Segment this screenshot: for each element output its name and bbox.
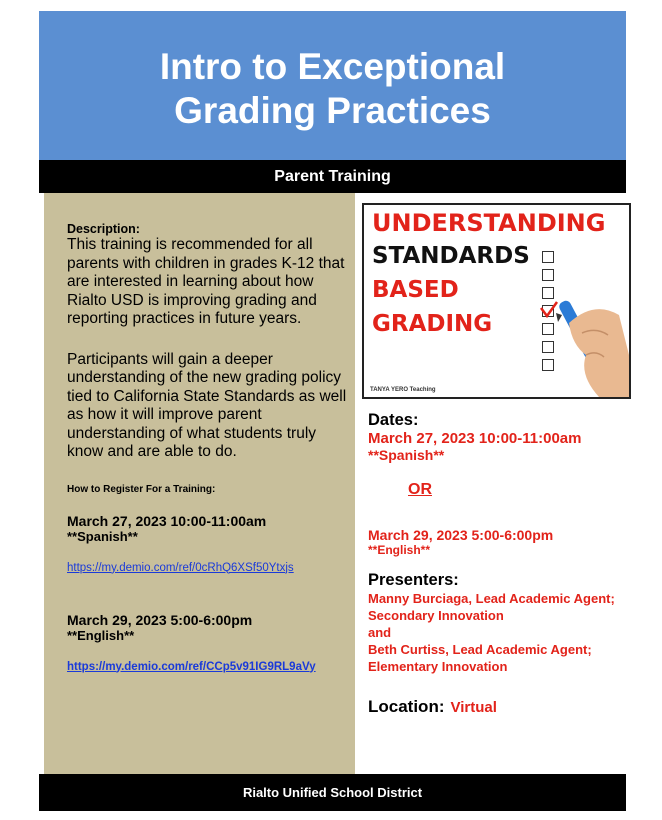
description-paragraph-1: This training is recommended for all parents with children in grades K-12 that are interested in learning about how Rialto USD is improving grading and reporting practices in future years. xyxy=(67,236,345,327)
session-2-date: March 29, 2023 5:00-6:00pm xyxy=(67,611,253,628)
presenters-and: and xyxy=(368,625,392,640)
session-1-language: **Spanish** xyxy=(67,528,138,544)
hand-with-pen-icon xyxy=(364,205,629,397)
event-info xyxy=(368,411,652,717)
or-separator: OR xyxy=(408,481,432,498)
presenter-1: Manny Burciaga, Lead Academic Agent; Secondary Innovation xyxy=(368,591,615,623)
date-1-language: **Spanish** xyxy=(368,447,445,463)
session-1-register-link[interactable]: https://my.demio.com/ref/0cRhQ6XSf50Ytxjs xyxy=(67,561,294,574)
graphic-credit: TANYA YERO Teaching xyxy=(370,387,436,393)
dates-label: Dates: xyxy=(368,411,419,429)
location-label: Location: xyxy=(368,697,445,716)
footer-bar: Rialto Unified School District xyxy=(39,774,626,811)
location-row xyxy=(368,697,652,717)
location-value: Virtual xyxy=(450,699,497,716)
graphic-line-1: UNDERSTANDING xyxy=(372,209,606,237)
title-line-1: Intro to Exceptional xyxy=(159,46,506,87)
graphic-line-3: BASED xyxy=(372,277,459,303)
date-2-language: **English** xyxy=(368,543,431,557)
subtitle-bar: Parent Training xyxy=(39,160,626,193)
session-1-date: March 27, 2023 10:00-11:00am xyxy=(67,512,267,529)
session-2-language: **English** xyxy=(67,627,135,643)
presenters-label: Presenters: xyxy=(368,571,459,589)
date-1: March 27, 2023 10:00-11:00am xyxy=(368,430,582,447)
title-line-2: Grading Practices xyxy=(174,90,491,131)
description-panel xyxy=(44,193,355,774)
register-heading: How to Register For a Training: xyxy=(67,483,216,495)
title-banner xyxy=(39,11,626,160)
graphic-line-2: STANDARDS xyxy=(372,243,530,269)
standards-grading-graphic xyxy=(362,203,631,399)
presenter-2: Beth Curtiss, Lead Academic Agent; Elementary Innovation xyxy=(368,642,592,674)
date-2: March 29, 2023 5:00-6:00pm xyxy=(368,527,554,543)
graphic-line-4: GRADING xyxy=(372,311,493,337)
description-label: Description: xyxy=(67,222,140,236)
description-paragraph-2: Participants will gain a deeper understanding of the new grading policy tied to California State Standards as well as how it will improve parent understanding of what students truly know and are able to do. xyxy=(67,350,347,460)
session-2-register-link[interactable]: https://my.demio.com/ref/CCp5v91IG9RL9aVy xyxy=(67,660,316,673)
